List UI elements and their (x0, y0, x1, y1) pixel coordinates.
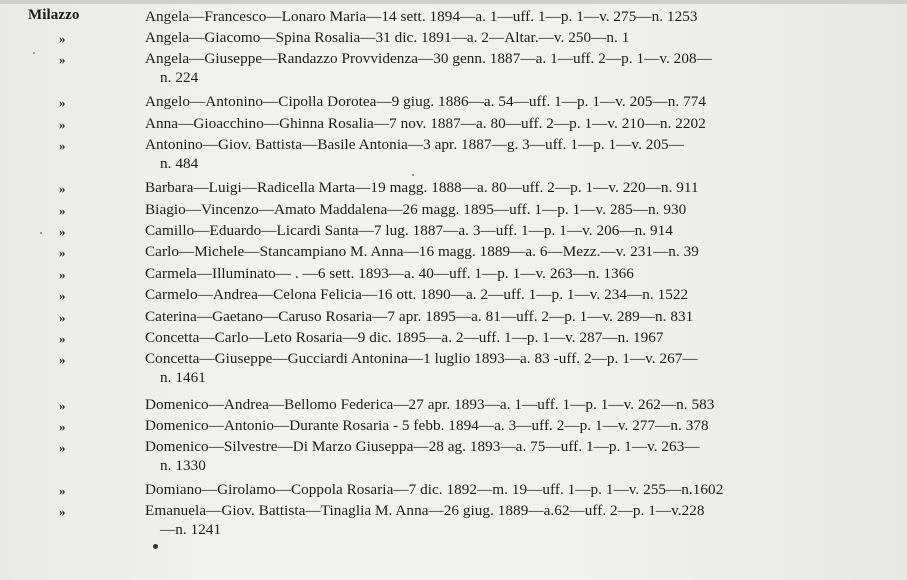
ditto-mark: » (59, 440, 66, 455)
entry-text: Carmelo—Andrea—Celona Felicia—16 ott. 1890—a. 2—uff. 1—p. 1—v. 234—n. 1522 (145, 286, 689, 303)
ditto-mark: » (59, 288, 66, 303)
entry-text-continuation: —n. 1241 (160, 521, 222, 538)
entry-text: Antonino—Giov. Battista—Basile Antonia—3 apr. 1887—g. 3—uff. 1—p. 1—v. 205— (145, 136, 684, 153)
entry-text: Biagio—Vincenzo—Amato Maddalena—26 magg. 1895—uff. 1—p. 1—v. 285—n. 930 (145, 201, 687, 218)
entry-text: Angela—Francesco—Lonaro Maria—14 sett. 1894—a. 1—uff. 1—p. 1—v. 275—n. 1253 (145, 8, 698, 25)
paper-speck (40, 232, 42, 234)
paper-speck (412, 174, 414, 176)
ink-dot (153, 544, 158, 549)
ditto-mark: » (59, 352, 66, 367)
entry-text: Angela—Giuseppe—Randazzo Provvidenza—30 genn. 1887—a. 1—uff. 2—p. 1—v. 208— (145, 50, 712, 67)
cropped-previous-line (0, 0, 907, 4)
entry-text: Camillo—Eduardo—Licardi Santa—7 lug. 1887—a. 3—uff. 1—p. 1—v. 206—n. 914 (145, 222, 673, 239)
ditto-mark: » (59, 245, 66, 260)
entry-text: Domenico—Antonio—Durante Rosaria - 5 febb. 1894—a. 3—uff. 2—p. 1—v. 277—n. 378 (145, 417, 709, 434)
ditto-mark: » (59, 224, 66, 239)
ditto-mark: » (59, 331, 66, 346)
entry-text-continuation: n. 1330 (160, 457, 206, 474)
entry-text: Carlo—Michele—Stancampiano M. Anna—16 magg. 1889—a. 6—Mezz.—v. 231—n. 39 (145, 243, 699, 260)
ditto-mark: » (59, 95, 66, 110)
entry-text: Angela—Giacomo—Spina Rosalia—31 dic. 1891—a. 2—Altar.—v. 250—n. 1 (145, 29, 630, 46)
entry-text: Domenico—Silvestre—Di Marzo Giuseppa—28 ag. 1893—a. 75—uff. 1—p. 1—v. 263— (145, 438, 700, 455)
ditto-mark: » (59, 483, 66, 498)
ditto-mark: » (59, 398, 66, 413)
entry-text-continuation: n. 224 (160, 69, 199, 86)
ditto-mark: » (59, 31, 66, 46)
entry-text: Concetta—Giuseppe—Gucciardi Antonina—1 luglio 1893—a. 83 -uff. 2—p. 1—v. 267— (145, 350, 698, 367)
ditto-mark: » (59, 181, 66, 196)
ditto-mark: » (59, 419, 66, 434)
entry-text-continuation: n. 1461 (160, 369, 206, 386)
entry-text-continuation: n. 484 (160, 155, 199, 172)
entry-text: Carmela—Illuminato— . —6 sett. 1893—a. 40—uff. 1—p. 1—v. 263—n. 1366 (145, 265, 634, 282)
entry-text: Caterina—Gaetano—Caruso Rosaria—7 apr. 1895—a. 81—uff. 2—p. 1—v. 289—n. 831 (145, 308, 694, 325)
place-heading: Milazzo (28, 7, 80, 23)
entry-text: Domiano—Girolamo—Coppola Rosaria—7 dic. 1892—m. 19—uff. 1—p. 1—v. 255—n.1602 (145, 481, 724, 498)
ditto-mark: » (59, 310, 66, 325)
entry-text: Emanuela—Giov. Battista—Tinaglia M. Anna—26 giug. 1889—a.62—uff. 2—p. 1—v.228 (145, 502, 705, 519)
entry-text: Angelo—Antonino—Cipolla Dorotea—9 giug. 1886—a. 54—uff. 1—p. 1—v. 205—n. 774 (145, 93, 707, 110)
paper-speck (33, 52, 35, 54)
entry-text: Concetta—Carlo—Leto Rosaria—9 dic. 1895—a. 2—uff. 1—p. 1—v. 287—n. 1967 (145, 329, 664, 346)
entry-text: Barbara—Luigi—Radicella Marta—19 magg. 1888—a. 80—uff. 2—p. 1—v. 220—n. 911 (145, 179, 699, 196)
entry-text: Anna—Gioacchino—Ghinna Rosalia—7 nov. 1887—a. 80—uff. 2—p. 1—v. 210—n. 2202 (145, 115, 706, 132)
ditto-mark: » (59, 504, 66, 519)
entry-text: Domenico—Andrea—Bellomo Federica—27 apr. 1893—a. 1—uff. 1—p. 1—v. 262—n. 583 (145, 396, 715, 413)
ditto-mark: » (59, 138, 66, 153)
ditto-mark: » (59, 117, 66, 132)
ditto-mark: » (59, 52, 66, 67)
ditto-mark: » (59, 267, 66, 282)
ditto-mark: » (59, 203, 66, 218)
